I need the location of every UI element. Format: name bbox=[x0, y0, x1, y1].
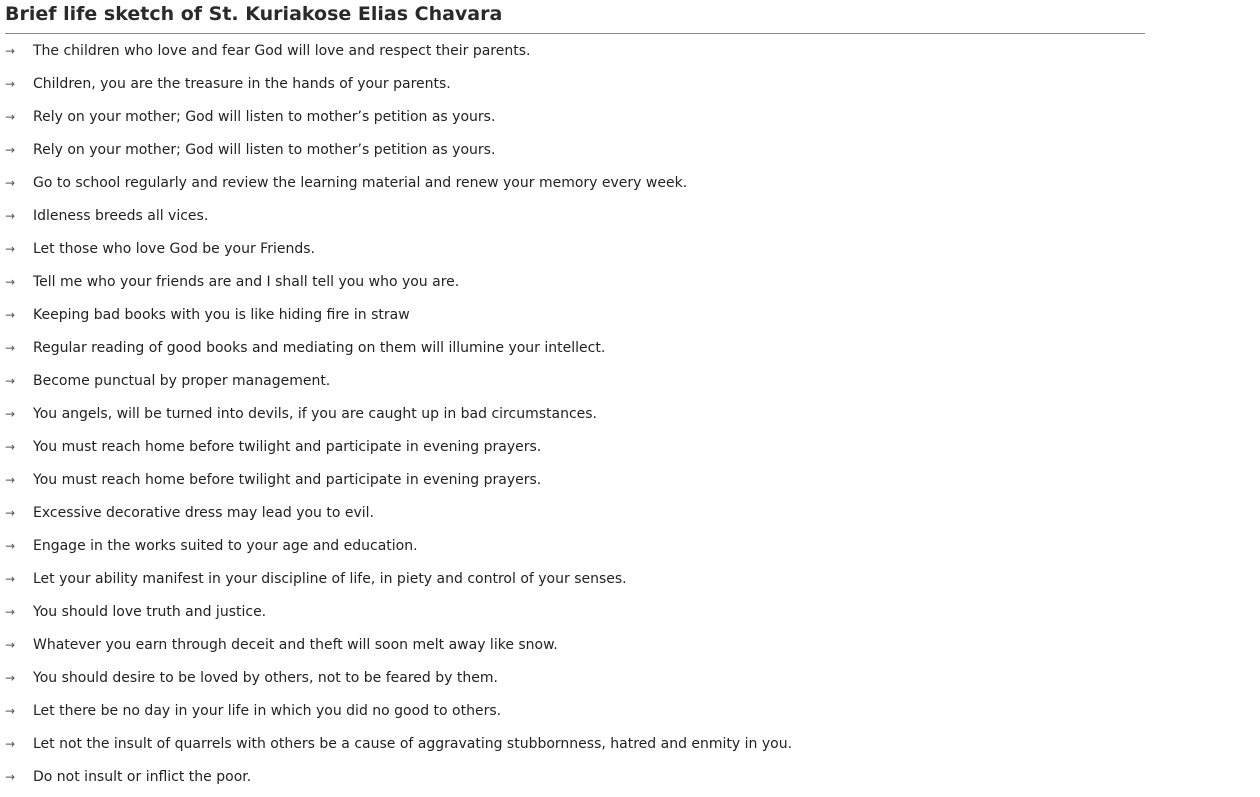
list-item bbox=[5, 463, 1145, 496]
right-arrow-icon: → bbox=[5, 505, 16, 520]
right-arrow-icon: → bbox=[5, 604, 16, 619]
quote-text: Do not insult or inflict the poor. bbox=[33, 768, 252, 785]
right-arrow-icon: → bbox=[5, 76, 16, 91]
right-arrow-icon: → bbox=[5, 769, 16, 784]
list-item bbox=[5, 760, 1145, 793]
right-arrow-icon: → bbox=[5, 472, 16, 487]
right-arrow-icon: → bbox=[5, 175, 16, 190]
quote-text: You must reach home before twilight and participate in evening prayers. bbox=[33, 438, 542, 455]
quote-text: Let your ability manifest in your discipline of life, in piety and control of your senses. bbox=[33, 570, 627, 587]
quote-text: Let not the insult of quarrels with others be a cause of aggravating stubbornness, hatred and enmity in you. bbox=[33, 735, 793, 752]
quote-text: You should love truth and justice. bbox=[33, 603, 267, 620]
quote-text: Keeping bad books with you is like hiding fire in straw bbox=[33, 306, 410, 323]
right-arrow-icon: → bbox=[5, 241, 16, 256]
quote-list bbox=[5, 34, 1145, 793]
quote-text: Engage in the works suited to your age and education. bbox=[33, 537, 418, 554]
list-item bbox=[5, 628, 1145, 661]
quote-text: Rely on your mother; God will listen to mother’s petition as yours. bbox=[33, 141, 496, 158]
quote-text: Go to school regularly and review the learning material and renew your memory every week. bbox=[33, 174, 688, 191]
quote-text: Idleness breeds all vices. bbox=[33, 207, 209, 224]
list-item bbox=[5, 199, 1145, 232]
right-arrow-icon: → bbox=[5, 736, 16, 751]
list-item bbox=[5, 529, 1145, 562]
right-arrow-icon: → bbox=[5, 703, 16, 718]
right-arrow-icon: → bbox=[5, 637, 16, 652]
list-item bbox=[5, 166, 1145, 199]
list-item bbox=[5, 67, 1145, 100]
right-arrow-icon: → bbox=[5, 43, 16, 58]
quote-text: Rely on your mother; God will listen to mother’s petition as yours. bbox=[33, 108, 496, 125]
right-arrow-icon: → bbox=[5, 340, 16, 355]
right-arrow-icon: → bbox=[5, 274, 16, 289]
quote-text: Excessive decorative dress may lead you to evil. bbox=[33, 504, 375, 521]
quote-text: You angels, will be turned into devils, if you are caught up in bad circumstances. bbox=[33, 405, 597, 422]
list-item bbox=[5, 298, 1145, 331]
list-item bbox=[5, 100, 1145, 133]
right-arrow-icon: → bbox=[5, 373, 16, 388]
list-item bbox=[5, 364, 1145, 397]
page-content bbox=[5, 0, 1145, 793]
right-arrow-icon: → bbox=[5, 109, 16, 124]
list-item bbox=[5, 430, 1145, 463]
list-item bbox=[5, 595, 1145, 628]
right-arrow-icon: → bbox=[5, 538, 16, 553]
right-arrow-icon: → bbox=[5, 406, 16, 421]
right-arrow-icon: → bbox=[5, 208, 16, 223]
list-item bbox=[5, 34, 1145, 67]
list-item bbox=[5, 265, 1145, 298]
quote-text: The children who love and fear God will love and respect their parents. bbox=[33, 42, 531, 59]
right-arrow-icon: → bbox=[5, 142, 16, 157]
list-item bbox=[5, 133, 1145, 166]
quote-text: Become punctual by proper management. bbox=[33, 372, 331, 389]
list-item bbox=[5, 727, 1145, 760]
quote-text: Children, you are the treasure in the hands of your parents. bbox=[33, 75, 451, 92]
quote-text: Let there be no day in your life in which you did no good to others. bbox=[33, 702, 502, 719]
right-arrow-icon: → bbox=[5, 670, 16, 685]
list-item bbox=[5, 496, 1145, 529]
quote-text: Whatever you earn through deceit and theft will soon melt away like snow. bbox=[33, 636, 558, 653]
list-item bbox=[5, 397, 1145, 430]
quote-text: You should desire to be loved by others, not to be feared by them. bbox=[33, 669, 498, 686]
page-title: Brief life sketch of St. Kuriakose Elias Chavara bbox=[5, 0, 1145, 34]
list-item bbox=[5, 661, 1145, 694]
right-arrow-icon: → bbox=[5, 571, 16, 586]
quote-text: Let those who love God be your Friends. bbox=[33, 240, 315, 257]
quote-text: Regular reading of good books and mediating on them will illumine your intellect. bbox=[33, 339, 606, 356]
quote-text: You must reach home before twilight and participate in evening prayers. bbox=[33, 471, 542, 488]
list-item bbox=[5, 694, 1145, 727]
list-item bbox=[5, 331, 1145, 364]
list-item bbox=[5, 562, 1145, 595]
list-item bbox=[5, 232, 1145, 265]
quote-text: Tell me who your friends are and I shall tell you who you are. bbox=[33, 273, 460, 290]
right-arrow-icon: → bbox=[5, 439, 16, 454]
right-arrow-icon: → bbox=[5, 307, 16, 322]
